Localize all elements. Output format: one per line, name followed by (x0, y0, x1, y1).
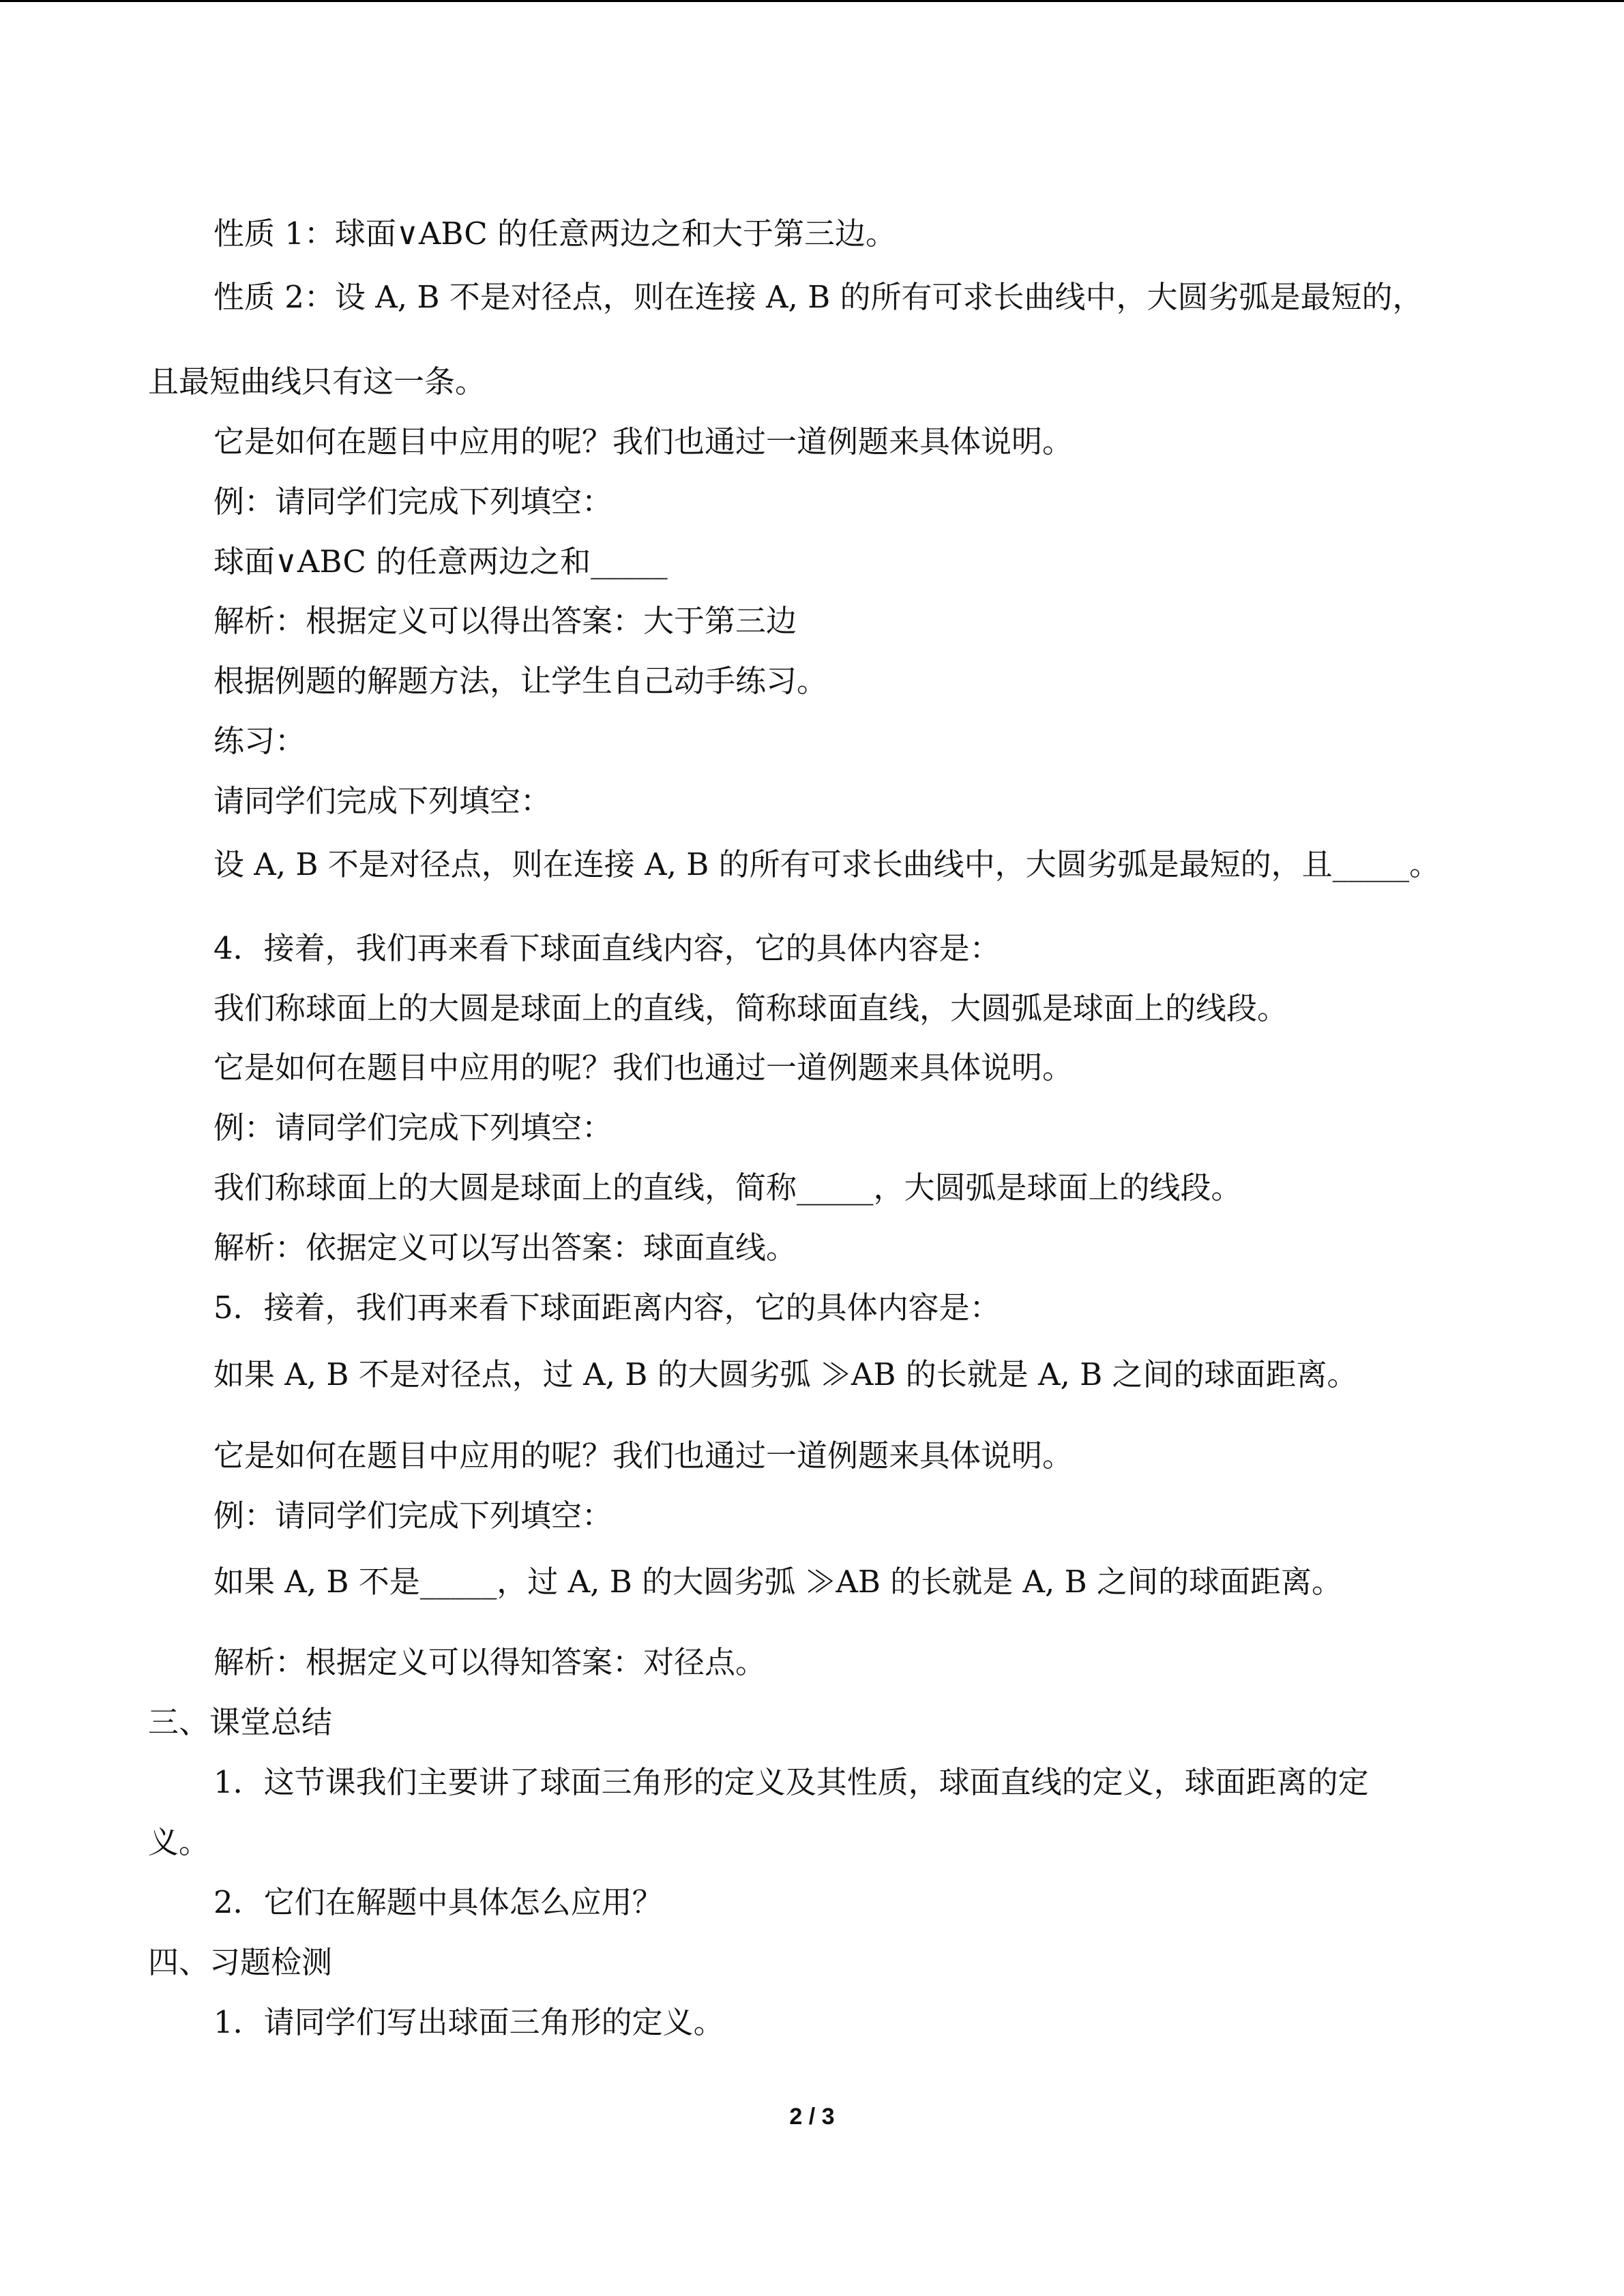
practice-intro: 根据例题的解题方法，让学生自己动手练习。 (213, 663, 828, 699)
example-prompt-3: 例：请同学们完成下列填空： (213, 1497, 613, 1534)
summary-item-2: 2．它们在解题中具体怎么应用？ (213, 1884, 663, 1920)
section-5-intro: 5．接着，我们再来看下球面距离内容，它的具体内容是： (213, 1289, 1001, 1326)
page-top-border (0, 0, 1624, 2)
example-question-2: 我们称球面上的大圆是球面上的直线，简称_____，大圆弧是球面上的线段。 (213, 1169, 1242, 1206)
exercise-item-1: 1．请同学们写出球面三角形的定义。 (213, 2004, 724, 2040)
property-1-text: 性质 1：球面∨ABC 的任意两边之和大于第三边。 (213, 215, 897, 252)
section-heading-exercises: 四、习题检测 (148, 1944, 333, 1980)
spherical-distance-definition: 如果 A, B 不是对径点，过 A, B 的大圆劣弧 ≫AB 的长就是 A, B 之间的球面距离。 (213, 1356, 1358, 1392)
example-question: 球面∨ABC 的任意两边之和_____ (213, 543, 668, 580)
property-2-text: 性质 2：设 A, B 不是对径点，则在连接 A, B 的所有可求长曲线中，大圆劣弧是最短的， (213, 279, 1423, 315)
section-4-intro: 4．接着，我们再来看下球面直线内容，它的具体内容是： (213, 930, 1001, 966)
example-solution-3: 解析：根据定义可以得知答案：对径点。 (213, 1644, 767, 1680)
example-solution: 解析：根据定义可以得出答案：大于第三边 (213, 603, 797, 639)
practice-question: 设 A, B 不是对径点，则在连接 A, B 的所有可求长曲线中，大圆劣弧是最短的，且_____。 (213, 846, 1441, 882)
property-2-continuation: 且最短曲线只有这一条。 (148, 363, 486, 400)
transition-text: 它是如何在题目中应用的呢？我们也通过一道例题来具体说明。 (213, 423, 1074, 460)
practice-label: 练习： (213, 723, 306, 759)
transition-text-2: 它是如何在题目中应用的呢？我们也通过一道例题来具体说明。 (213, 1049, 1074, 1086)
example-prompt-2: 例：请同学们完成下列填空： (213, 1109, 613, 1146)
summary-item-1-continuation: 义。 (148, 1824, 210, 1860)
practice-prompt: 请同学们完成下列填空： (213, 783, 552, 819)
example-solution-2: 解析：依据定义可以写出答案：球面直线。 (213, 1229, 797, 1266)
page-number: 2 / 3 (789, 2104, 835, 2130)
section-heading-summary: 三、课堂总结 (148, 1704, 333, 1740)
spherical-line-definition: 我们称球面上的大圆是球面上的直线，简称球面直线，大圆弧是球面上的线段。 (213, 990, 1288, 1026)
summary-item-1: 1．这节课我们主要讲了球面三角形的定义及其性质，球面直线的定义，球面距离的定 (213, 1764, 1369, 1800)
example-question-3: 如果 A, B 不是_____，过 A, B 的大圆劣弧 ≫AB 的长就是 A, B 之间的球面距离。 (213, 1564, 1343, 1600)
transition-text-3: 它是如何在题目中应用的呢？我们也通过一道例题来具体说明。 (213, 1437, 1074, 1474)
example-prompt: 例：请同学们完成下列填空： (213, 483, 613, 520)
